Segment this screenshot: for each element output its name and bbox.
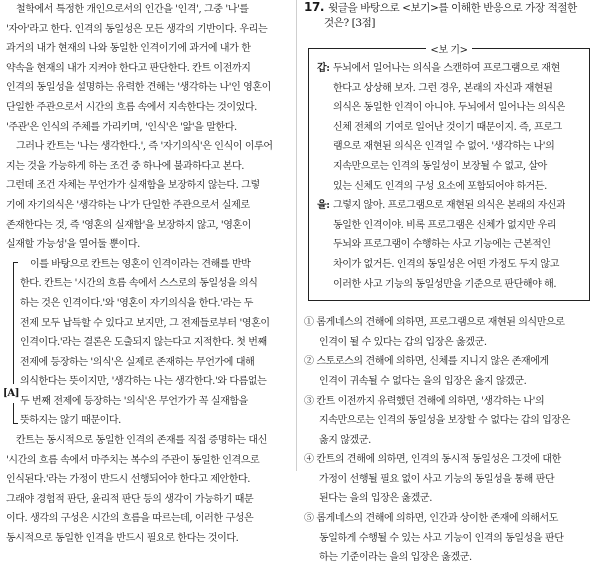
column-divider [296, 0, 297, 471]
question-prompt: 윗글을 바탕으로 <보기>를 이해한 반응으로 가장 적절한 [328, 2, 577, 14]
question-number: 17. [304, 0, 325, 14]
bogi-line: 차이가 없거든. 인격의 동일성은 어떤 가정도 두지 않고 [333, 258, 559, 270]
passage-line: 이다. 생각의 구성은 시간의 흐름을 따르는데, 이러한 구성은 [6, 513, 254, 525]
passage-line: '시간의 흐름 속에서 마주치는 복수의 주관이 동일한 인격으로 [6, 454, 260, 466]
bogi-line: 램으로 재현된 의식은 인격일 수 없어. '생각하는 나'의 [333, 141, 555, 153]
bogi-line: 있는 신체도 인격의 구성 요소에 포함되어야 하거든. [333, 180, 547, 192]
passage-paragraph-4 [6, 431, 290, 549]
passage-line: 그러나 칸트는 '나는 생각한다.', 즉 '자기의식'은 인식이 이루어 [16, 141, 273, 153]
passage-line: 존재한다는 것, 즉 '영혼의 실재함'을 보장하지 않고, '영혼이 [6, 219, 252, 231]
option-line: ⑤ 롬게네스의 견해에 의하면, 인간과 상이한 존재에 의해서도 [304, 513, 559, 525]
option-line: 동일하게 수행될 수 있는 사고 기능이 인격의 동일성을 판단 [319, 532, 564, 544]
bogi-line: 그렇지 않아. 프로그램으로 재현된 의식은 본래의 자신과 [333, 200, 566, 212]
bogi-line: 두뇌와 프로그램이 수행하는 사고 기능에는 근본적인 [333, 239, 551, 251]
passage-line: '자아'라고 한다. 인격의 동일성은 모든 생각의 기반이다. 우리는 [6, 23, 268, 35]
option-line: 인격이 귀속될 수 없다는 을의 입장은 옳지 않겠군. [319, 375, 527, 387]
passage-line: 실재할 가능성'을 열어둘 뿐이다. [6, 239, 140, 251]
speaker-label: 을: [317, 200, 330, 212]
question-prompt-cont: 것은? [3점] [324, 17, 376, 29]
passage-line: 과거의 내가 현재의 나와 동일한 인격이기에 과거에 내가 한 [6, 43, 251, 55]
passage-line: 그래야 경험적 판단, 윤리적 판단 등의 생각이 가능하기 때문 [6, 493, 254, 505]
option-2[interactable] [304, 352, 594, 391]
speaker-gap [317, 59, 581, 196]
bogi-line: 한다고 상상해 보자. 그런 경우, 본래의 자신과 재현된 [333, 82, 553, 94]
passage-line: 한다. 칸트는 '시간의 흐름 속에서 스스로의 동일성을 의식 [20, 278, 258, 290]
passage-paragraph-2 [6, 137, 290, 255]
option-line: ① 롬게네스의 견해에 의하면, 프로그램으로 재현된 의식만으로 [304, 317, 565, 329]
option-3[interactable] [304, 392, 594, 451]
passage-line: 단일한 주관으로서 시간의 흐름 속에서 지속한다는 것이었다. [6, 101, 257, 113]
speaker-label: 갑: [317, 63, 330, 74]
bogi-line: 두뇌에서 일어나는 의식을 스캔하여 프로그램으로 재현 [333, 63, 560, 74]
option-line: ② 스토로스의 견해에 의하면, 신체를 지니지 않은 존재에게 [304, 356, 549, 368]
section-a-mark: [A] [3, 384, 19, 404]
option-line: ③ 칸트 이전까지 유력했던 견해에 의하면, '생각하는 나'의 [304, 395, 545, 407]
passage-line: 동시적으로 동일한 인격을 반드시 필요로 한다는 것이다. [6, 533, 239, 545]
answer-options [304, 313, 594, 568]
passage-line: 인격이다.'라는 결론은 도출되지 않는다고 지적한다. 첫 번째 [20, 337, 267, 349]
passage-line: 전제에 등장하는 '의식'은 실제로 존재하는 무언가에 대해 [20, 356, 255, 368]
option-line: ④ 칸트의 견해에 의하면, 인격의 동시적 동일성은 그것에 대한 [304, 454, 561, 466]
option-1[interactable] [304, 313, 594, 352]
passage-line: 지는 것을 가능하게 하는 조건 중 하나에 불과하다고 본다. [6, 160, 244, 172]
bogi-line: 신체 전체의 기여로 일어난 것이기 때문이지. 즉, 프로그 [333, 121, 562, 133]
passage-line: 칸트는 동시적으로 동일한 인격의 존재를 직접 증명하는 대신 [16, 435, 267, 447]
passage-line: 인격의 동일성을 설명하는 유력한 견해는 '생각하는 나'인 영혼이 [6, 82, 271, 94]
bogi-line: 의식은 동일한 인격이 아니야. 두뇌에서 일어나는 의식은 [333, 102, 566, 114]
passage-line: 하는 것은 인격이다.'와 '영혼이 자기의식을 한다.'라는 두 [20, 297, 253, 309]
question-17 [304, 0, 594, 568]
option-line: 가정이 선행될 필요 없이 사고 기능의 동일성을 통해 판단 [319, 473, 555, 485]
bogi-title: <보 기> [426, 45, 471, 56]
passage-line: 의식한다는 뜻이지만, '생각하는 나는 생각한다.'와 다름없는 [20, 376, 267, 388]
bogi-line: 지속만으로는 인격의 동일성이 보장될 수 없고, 살아 [333, 160, 547, 172]
passage-line: 뜻하지는 않기 때문이다. [20, 415, 121, 427]
passage-line: 이를 바탕으로 칸트는 영혼이 인격이라는 견해를 반박 [30, 258, 251, 270]
passage-line: 전제 모두 납득할 수 있다고 보지만, 그 전제들로부터 '영혼이 [20, 317, 270, 329]
bogi-line: 동일한 인격이야. 비록 프로그램은 신체가 없지만 우리 [333, 219, 557, 231]
section-a [3, 255, 290, 431]
passage-line: '주관'은 인식의 주체를 가리키며, '인식'은 '앎'을 말한다. [6, 121, 237, 133]
passage-line: 인식된다.'라는 가정이 반드시 선행되어야 한다고 제안한다. [6, 474, 251, 486]
passage-line: 기에 자기의식은 '생각하는 나'가 단일한 주관으로서 실제로 [6, 199, 250, 211]
passage-paragraph-1 [6, 0, 290, 137]
option-line: 된다는 을의 입장은 옳겠군. [319, 493, 432, 505]
question-header [304, 0, 594, 31]
speaker-eul [317, 196, 581, 294]
option-4[interactable] [304, 450, 594, 509]
option-line: 하는 기준이라는 을의 입장은 옳겠군. [319, 552, 472, 564]
reading-passage [3, 0, 290, 549]
passage-line: 약속을 현재의 내가 지켜야 한다고 판단한다. 칸트 이전까지 [6, 62, 251, 74]
bogi-line: 이러한 사고 기능의 동일성만을 기준으로 판단해야 해. [333, 278, 557, 290]
option-5[interactable] [304, 509, 594, 568]
bogi-box [308, 45, 590, 301]
passage-line: 철학에서 특정한 개인으로서의 인간을 '인격', 그중 '나'를 [16, 4, 249, 15]
option-line: 인격이 될 수 있다는 갑의 입장은 옳겠군. [319, 336, 487, 348]
passage-line: 두 번째 전제에 등장하는 '의식'은 무언가가 꼭 실재함을 [20, 395, 248, 407]
option-line: 지속만으로는 인격의 동일성을 보장할 수 없다는 갑의 입장은 [319, 415, 570, 427]
option-line: 옳지 않겠군. [319, 434, 371, 446]
passage-line: 그런데 조건 자체는 무언가가 실재함을 보장하지 않는다. 그렇 [6, 180, 260, 192]
